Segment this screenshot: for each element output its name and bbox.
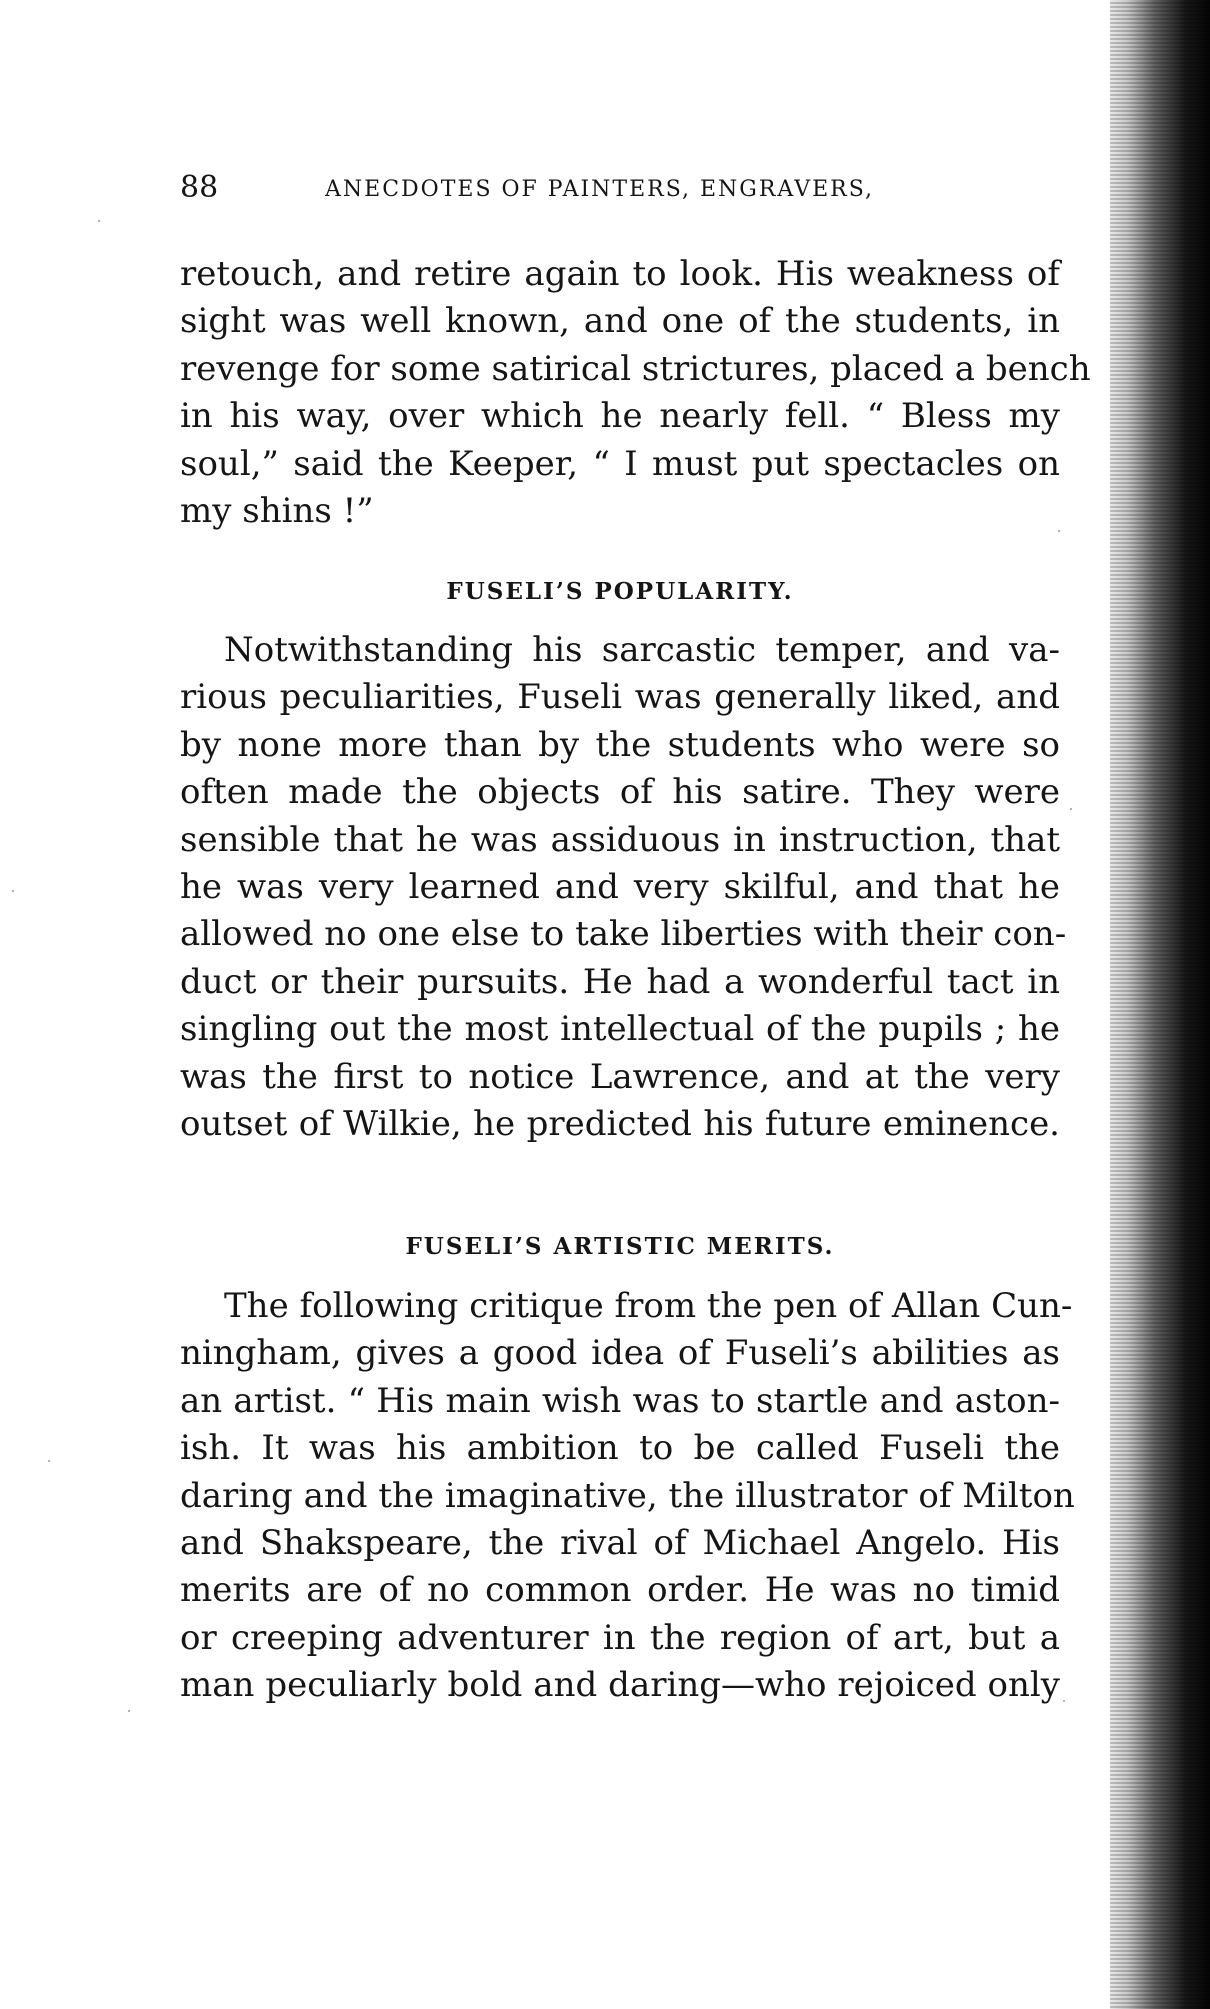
heading-artistic-merits: FUSELI’S ARTISTIC MERITS. xyxy=(405,1233,835,1260)
text-line: was the first to notice Lawrence, and at the very xyxy=(180,1056,1060,1097)
text-line: he was very learned and very skilful, and that he xyxy=(180,867,1060,908)
speck xyxy=(1063,1700,1065,1702)
speck xyxy=(1070,808,1072,810)
running-head: ANECDOTES OF PAINTERS, ENGRAVERS, xyxy=(325,177,875,202)
text-line: allowed no one else to take liberties with their con- xyxy=(180,914,1067,955)
paragraph-popularity xyxy=(180,627,1067,1148)
text-line: ish. It was his ambition to be called Fuseli the xyxy=(180,1428,1060,1469)
speck xyxy=(128,1710,130,1712)
text-line: and Shakspeare, the rival of Michael Angelo. His xyxy=(180,1523,1060,1564)
text-line: revenge for some satirical strictures, placed a bench xyxy=(180,348,1091,389)
text-line: merits are of no common order. He was no timid xyxy=(180,1570,1060,1611)
text-line: soul,” said the Keeper, “ I must put spectacles on xyxy=(180,443,1060,484)
text-line: outset of Wilkie, he predicted his future eminence. xyxy=(180,1104,1060,1145)
page-header xyxy=(180,168,1080,208)
speck xyxy=(98,220,100,222)
text-line: Notwithstanding his sarcastic temper, and va- xyxy=(224,630,1060,670)
text-line: my shins !” xyxy=(180,491,374,532)
paragraph-retouch xyxy=(180,251,1091,535)
text-line: singling out the most intellectual of the pupils ; he xyxy=(180,1009,1060,1050)
text-line: often made the objects of his satire. They were xyxy=(180,772,1060,813)
text-line: in his way, over which he nearly fell. “ Bless my xyxy=(180,396,1060,437)
text-line: or creeping adventurer in the region of art, but a xyxy=(180,1617,1060,1658)
text-line: by none more than by the students who were so xyxy=(180,724,1060,765)
text-line: sensible that he was assiduous in instruction, that xyxy=(180,819,1060,860)
page-number: 88 xyxy=(180,170,219,205)
paragraph-artistic-merits xyxy=(180,1283,1075,1710)
text-line: retouch, and retire again to look. His weakness of xyxy=(180,254,1060,294)
speck xyxy=(12,890,14,892)
heading-popularity: FUSELI’S POPULARITY. xyxy=(446,578,794,605)
text-line: rious peculiarities, Fuseli was generally liked, and xyxy=(180,677,1060,718)
text-line: The following critique from the pen of Allan Cun- xyxy=(224,1286,1073,1326)
text-line: man peculiarly bold and daring—who rejoiced only xyxy=(180,1665,1060,1706)
text-line: daring and the imaginative, the illustrator of Milton xyxy=(180,1475,1075,1516)
speck xyxy=(1058,530,1060,532)
speck xyxy=(48,1460,50,1462)
text-line: ningham, gives a good idea of Fuseli’s abilities as xyxy=(180,1333,1060,1374)
text-line: sight was well known, and one of the students, in xyxy=(180,301,1060,342)
page-edge-shadow xyxy=(1110,0,1210,2009)
text-line: duct or their pursuits. He had a wonderful tact in xyxy=(180,961,1060,1002)
text-line: an artist. “ His main wish was to startle and aston- xyxy=(180,1380,1060,1421)
